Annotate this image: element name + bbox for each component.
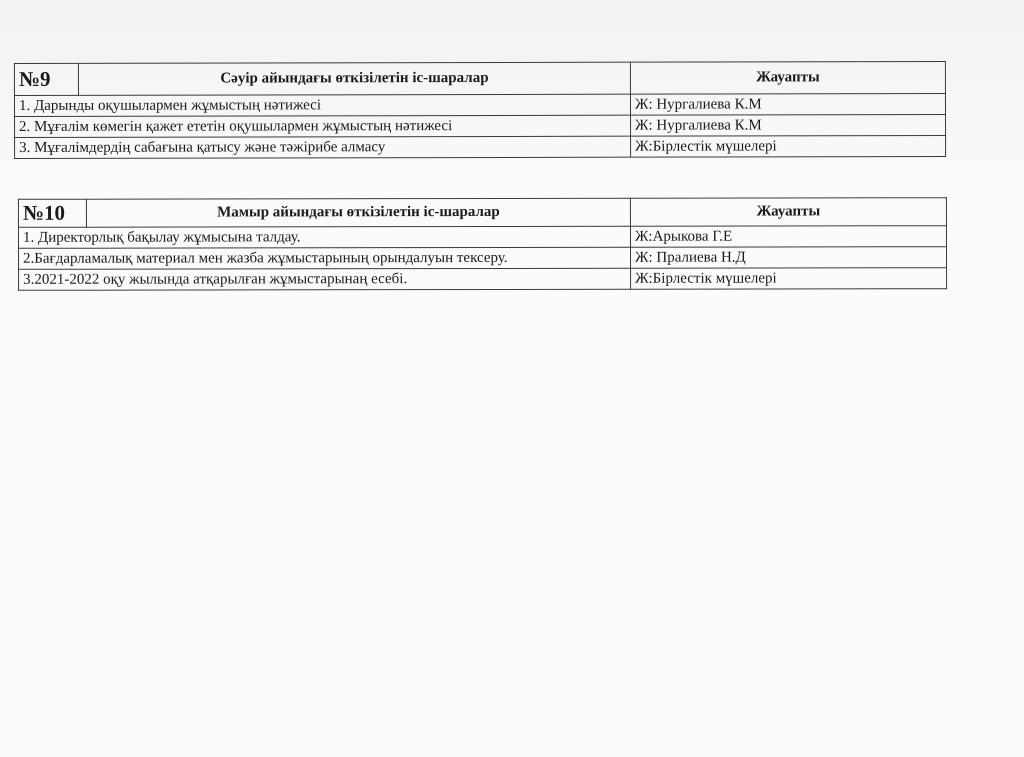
table-header-row [14,62,945,96]
table-title: Сәуір айындағы өткізілетін іс-шаралар [78,62,630,95]
activity-cell: 2.Бағдарламалық материал мен жазба жұмыстарының орындалуын тексеру. [19,247,631,269]
table-title: Мамыр айындағы өткізілетін іс-шаралар [86,198,630,227]
activity-cell: 3. Мұғалімдердің сабағына қатысу және тәжірибе алмасу [15,136,631,158]
responsible-cell: Ж:Бірлестік мүшелері [631,136,946,158]
responsible-cell: Ж: Пралиева Н.Д [631,247,947,269]
responsible-cell: Ж:Бірлестік мүшелері [631,268,947,290]
activity-cell: 1. Дарынды оқушылармен жұмыстың нәтижесі [14,94,630,116]
april-activities-table [14,61,946,159]
table-row [19,268,947,291]
table-row [18,226,946,249]
responsible-header: Жауапты [630,198,946,227]
responsible-header: Жауапты [630,62,945,95]
may-activities-table [18,197,947,291]
responsible-cell: Ж:Арыкова Г.Е [630,226,946,248]
table-row [15,136,946,159]
table-row [15,115,946,138]
responsible-cell: Ж: Нургалиева К.М [631,115,946,137]
activity-cell: 2. Мұғалім көмегін қажет ететін оқушылармен жұмыстың нәтижесі [15,115,631,137]
table-row [14,94,945,117]
table-row [19,247,947,270]
table-number: №10 [18,199,86,227]
activity-cell: 3.2021-2022 оқу жылында атқарылған жұмыстарынаң есебі. [19,268,631,290]
table-number: №9 [14,63,78,95]
table-header-row [18,198,946,228]
responsible-cell: Ж: Нургалиева К.М [630,94,945,116]
activity-cell: 1. Директорлық бақылау жұмысына талдау. [18,226,630,248]
